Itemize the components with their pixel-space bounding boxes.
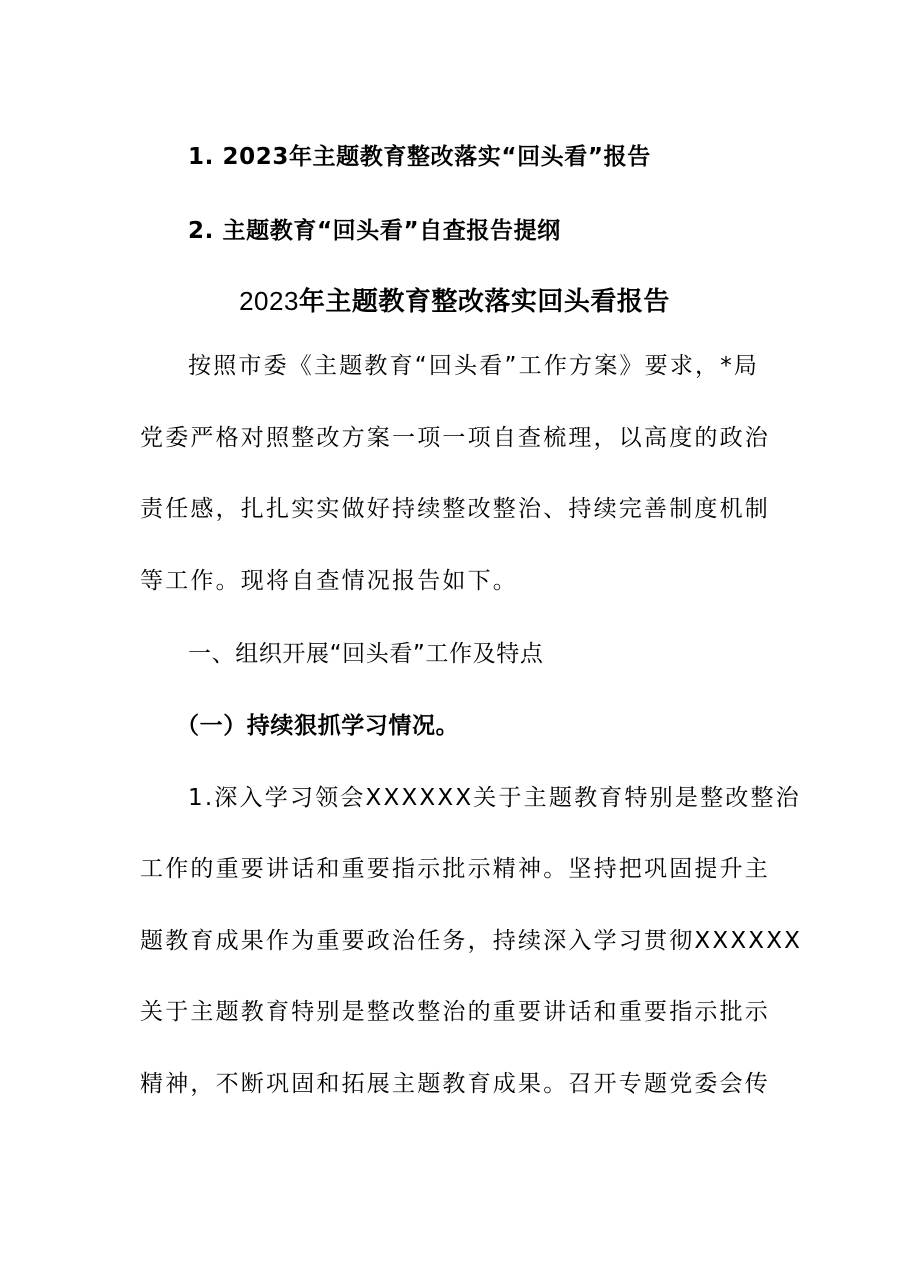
paragraph-2-line-3: 题教育成果作为重要政治任务，持续深入学习贯彻XXXXXX xyxy=(140,928,803,954)
paragraph-1-line-3: 责任感，扎扎实实做好持续整改整治、持续完善制度机制 xyxy=(140,496,770,522)
paragraph-2-line-4: 关于主题教育特别是整改整治的重要讲话和重要指示批示 xyxy=(140,999,770,1025)
paragraph-1-line-1: 按照市委《主题教育“回头看”工作方案》要求，*局 xyxy=(188,353,760,379)
paragraph-1-line-2: 党委严格对照整改方案一项一项自查梳理，以高度的政治 xyxy=(140,425,770,451)
paragraph-2-line-2: 工作的重要讲话和重要指示批示精神。坚持把巩固提升主 xyxy=(140,856,770,882)
document-title-year: 2023 xyxy=(239,286,299,316)
document-title-text: 年主题教育整改落实回头看报告 xyxy=(298,287,670,317)
paragraph-2-line-1: 1.深入学习领会XXXXXX关于主题教育特别是整改整治 xyxy=(188,785,801,811)
toc-item-2[interactable]: 2. 主题教育“回头看”自查报告提纲 xyxy=(188,218,561,244)
toc-item-1[interactable]: 1. 2023年主题教育整改落实“回头看”报告 xyxy=(188,144,651,170)
paragraph-1-line-4: 等工作。现将自查情况报告如下。 xyxy=(140,568,518,594)
subsection-heading-1: （一）持续狠抓学习情况。 xyxy=(176,713,460,739)
paragraph-2-line-5: 精神，不断巩固和拓展主题教育成果。召开专题党委会传 xyxy=(140,1071,770,1097)
section-heading-1: 一、组织开展“回头看”工作及特点 xyxy=(188,641,544,667)
document-title xyxy=(0,286,909,317)
